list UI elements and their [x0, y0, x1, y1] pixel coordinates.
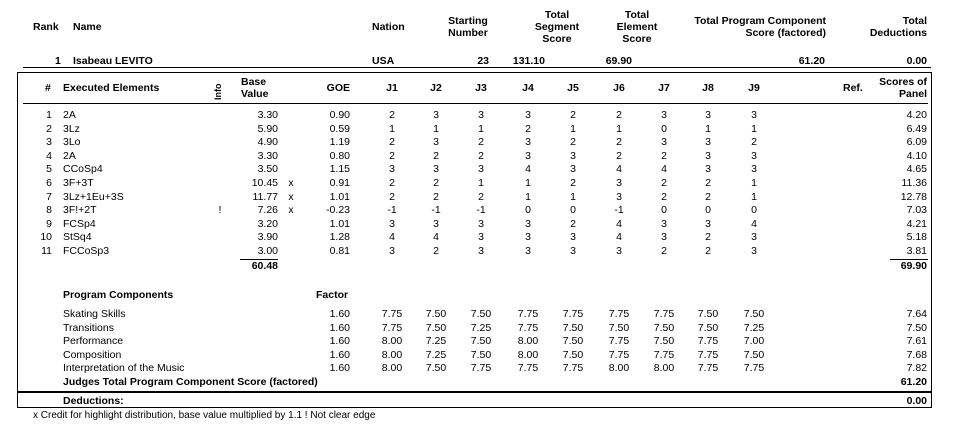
- element-name: 3F!+2T: [63, 204, 97, 217]
- component-judge-3-score: 7.75: [470, 362, 492, 375]
- skater-total-element-score: 69.90: [605, 55, 632, 67]
- element-base-value: 3.50: [257, 163, 278, 176]
- element-judge-7-score: 0: [661, 204, 667, 217]
- element-name: 3F+3T: [63, 177, 94, 189]
- base-value-header-2: Value: [241, 88, 269, 100]
- component-judge-3-score: 7.50: [470, 348, 492, 361]
- element-judge-2-score: 2: [433, 245, 439, 257]
- component-judge-1-score: 8.00: [381, 362, 403, 375]
- element-judge-2-score: 2: [433, 149, 439, 162]
- element-base-value: 10.45: [251, 177, 278, 189]
- element-judge-5-score: 0: [570, 204, 576, 217]
- tpc-header-2: Score (factored): [745, 27, 826, 39]
- element-judge-5-score: 3: [570, 163, 576, 176]
- element-judge-6-score: 4: [616, 217, 622, 230]
- element-goe: 1.15: [329, 163, 350, 176]
- element-judge-4-score: 4: [525, 163, 531, 176]
- element-judge-9-score: 3: [751, 245, 757, 257]
- element-judge-1-score: 2: [389, 190, 395, 203]
- element-number: 7: [46, 190, 52, 203]
- element-name: StSq4: [63, 231, 92, 244]
- component-panel-score: 7.61: [906, 335, 927, 348]
- judge-header-4: J4: [522, 82, 534, 94]
- component-panel-score: 7.50: [906, 321, 927, 334]
- element-judge-3-score: 2: [478, 136, 484, 149]
- element-judge-3-score: 1: [478, 122, 484, 135]
- element-judge-6-score: 4: [616, 231, 622, 244]
- skater-nation: USA: [372, 55, 395, 67]
- deductions-box: [17, 392, 932, 408]
- component-judge-1-score: 8.00: [381, 348, 403, 361]
- element-judge-7-score: 3: [661, 136, 667, 149]
- element-judge-8-score: 3: [705, 163, 711, 176]
- element-judge-8-score: 3: [705, 217, 711, 230]
- component-judge-4-score: 8.00: [517, 348, 539, 361]
- scores-of-panel-header-1: Scores of: [879, 76, 927, 88]
- component-judge-9-score: 7.75: [743, 362, 765, 375]
- element-judge-4-score: 3: [525, 149, 531, 162]
- elements-total-score: 69.90: [900, 260, 927, 272]
- element-judge-4-score: 3: [525, 245, 531, 257]
- component-factor: 1.60: [329, 308, 350, 320]
- scores-of-panel-header-2: Panel: [898, 88, 927, 100]
- name-header: Name: [73, 21, 102, 33]
- components-total: 61.20: [900, 376, 927, 388]
- element-base-value: 7.26: [257, 204, 278, 217]
- element-panel-score: 12.78: [900, 190, 927, 203]
- element-base-value: 11.77: [252, 190, 278, 203]
- component-judge-9-score: 7.50: [743, 348, 765, 361]
- element-judge-7-score: 4: [661, 163, 667, 176]
- element-judge-9-score: 1: [751, 122, 757, 135]
- element-bonus-mark: x: [288, 204, 294, 217]
- component-judge-7-score: 7.50: [653, 335, 675, 348]
- element-judge-7-score: 2: [661, 149, 667, 162]
- element-judge-1-score: 3: [389, 217, 395, 230]
- element-judge-8-score: 1: [705, 122, 711, 135]
- deductions-value: 0.00: [906, 395, 927, 407]
- element-judge-6-score: 2: [616, 136, 622, 149]
- element-panel-score: 4.21: [906, 217, 927, 230]
- component-judge-2-score: 7.50: [425, 308, 447, 320]
- component-panel-score: 7.64: [906, 308, 927, 320]
- element-judge-1-score: 2: [389, 109, 395, 121]
- element-judge-5-score: 1: [570, 190, 576, 203]
- component-judge-4-score: 8.00: [517, 335, 539, 348]
- element-judge-6-score: 3: [616, 177, 622, 189]
- component-judge-5-score: 7.75: [562, 362, 584, 375]
- element-judge-8-score: 2: [705, 177, 711, 189]
- element-number: 3: [46, 136, 52, 149]
- element-number: 10: [40, 231, 52, 244]
- component-judge-8-score: 7.50: [697, 321, 719, 334]
- judge-header-9: J9: [748, 82, 760, 94]
- element-number: 11: [41, 245, 52, 257]
- component-judge-5-score: 7.50: [562, 321, 584, 334]
- element-judge-8-score: 2: [705, 231, 711, 244]
- component-panel-score: 7.68: [906, 348, 927, 361]
- element-name: FCCoSp3: [63, 245, 110, 257]
- tes-header-1: Total: [624, 9, 650, 21]
- element-judge-4-score: 1: [525, 177, 531, 189]
- component-judge-2-score: 7.25: [425, 335, 447, 348]
- element-number: 9: [46, 217, 52, 230]
- element-judge-2-score: 3: [433, 136, 439, 149]
- element-judge-5-score: 2: [570, 109, 576, 121]
- element-judge-8-score: 3: [705, 109, 711, 121]
- skater-rank: 1: [55, 55, 61, 67]
- skater-line-underline: [23, 67, 931, 68]
- element-judge-5-score: 2: [570, 177, 576, 189]
- info-header: Info: [213, 83, 223, 100]
- element-judge-9-score: 4: [751, 217, 757, 230]
- footnote: x Credit for highlight distribution, base value multiplied by 1.1 ! Not clear edge: [33, 410, 376, 421]
- element-judge-2-score: 4: [433, 231, 439, 244]
- element-judge-7-score: 2: [661, 245, 667, 257]
- tss-header-2: Segment: [534, 21, 580, 33]
- element-number: 1: [46, 109, 52, 121]
- element-info: !: [218, 204, 222, 217]
- skater-total-deductions: 0.00: [906, 55, 927, 67]
- elements-header-underline: [23, 103, 928, 104]
- element-panel-score: 6.09: [906, 136, 927, 149]
- element-judge-2-score: 3: [433, 163, 439, 176]
- component-judge-7-score: 7.75: [653, 348, 675, 361]
- element-judge-3-score: 3: [478, 163, 484, 176]
- element-judge-9-score: 3: [751, 163, 757, 176]
- element-judge-1-score: 4: [389, 231, 395, 244]
- ref-header: Ref.: [843, 82, 863, 94]
- element-judge-1-score: 3: [389, 163, 395, 176]
- element-panel-score: 7.03: [906, 204, 927, 217]
- element-name: 3Lo: [63, 136, 81, 149]
- element-base-value: 3.30: [257, 149, 278, 162]
- element-number: 4: [46, 149, 52, 162]
- element-judge-6-score: -1: [614, 204, 624, 217]
- judge-header-2: J2: [430, 82, 442, 94]
- component-judge-4-score: 7.75: [517, 321, 539, 334]
- component-judge-2-score: 7.50: [425, 321, 447, 334]
- component-judge-1-score: 7.75: [381, 308, 403, 320]
- component-factor: 1.60: [329, 348, 350, 361]
- element-judge-4-score: 1: [525, 190, 531, 203]
- element-judge-1-score: 3: [389, 245, 395, 257]
- element-judge-9-score: 1: [751, 177, 757, 189]
- component-judge-6-score: 7.75: [608, 308, 630, 320]
- component-judge-8-score: 7.75: [697, 335, 719, 348]
- element-judge-4-score: 0: [525, 204, 531, 217]
- element-base-value: 3.90: [257, 231, 278, 244]
- element-judge-7-score: 2: [661, 177, 667, 189]
- skater-starting-number: 23: [477, 55, 489, 67]
- judge-header-3: J3: [475, 82, 487, 94]
- element-panel-score: 4.65: [906, 163, 927, 176]
- element-judge-5-score: 2: [570, 217, 576, 230]
- component-name: Interpretation of the Music: [63, 362, 185, 375]
- component-judge-6-score: 7.75: [608, 348, 630, 361]
- element-name: 2A: [63, 149, 76, 162]
- element-judge-8-score: 2: [705, 245, 711, 257]
- element-num-header: #: [45, 82, 51, 94]
- component-judge-9-score: 7.25: [743, 321, 765, 334]
- component-judge-5-score: 7.50: [562, 348, 584, 361]
- element-judge-5-score: 1: [570, 122, 576, 135]
- element-judge-9-score: 3: [751, 149, 757, 162]
- element-judge-2-score: 3: [433, 109, 439, 121]
- program-components-title: Program Components: [63, 289, 174, 301]
- starting-number-header-2: Number: [448, 27, 488, 39]
- component-judge-3-score: 7.25: [470, 321, 492, 334]
- component-judge-7-score: 7.75: [653, 308, 675, 320]
- component-judge-7-score: 8.00: [653, 362, 675, 375]
- tpc-header-1: Total Program Component: [694, 15, 826, 27]
- element-judge-7-score: 3: [661, 217, 667, 230]
- component-factor: 1.60: [329, 362, 350, 375]
- component-judge-1-score: 8.00: [381, 335, 403, 348]
- element-number: 6: [46, 177, 52, 189]
- element-judge-6-score: 1: [616, 122, 622, 135]
- component-judge-4-score: 7.75: [517, 362, 539, 375]
- element-panel-score: 6.49: [906, 122, 927, 135]
- component-judge-1-score: 7.75: [381, 321, 403, 334]
- element-bonus-mark: x: [288, 177, 294, 189]
- component-judge-6-score: 8.00: [608, 362, 630, 375]
- element-goe: 1.01: [329, 217, 350, 230]
- component-name: Skating Skills: [63, 308, 126, 320]
- deductions-header-2: Deductions: [869, 27, 927, 39]
- element-judge-6-score: 2: [616, 109, 622, 121]
- element-number: 2: [46, 122, 52, 135]
- component-judge-5-score: 7.50: [562, 335, 584, 348]
- element-judge-6-score: 2: [616, 149, 622, 162]
- element-goe: 0.81: [329, 245, 350, 257]
- judge-header-6: J6: [613, 82, 625, 94]
- component-name: Composition: [63, 348, 122, 361]
- element-judge-3-score: 3: [478, 231, 484, 244]
- element-judge-5-score: 3: [570, 231, 576, 244]
- element-panel-score: 4.10: [906, 149, 927, 162]
- element-name: FCSp4: [63, 217, 96, 230]
- element-panel-score: 5.18: [906, 231, 927, 244]
- rank-header: Rank: [33, 21, 59, 33]
- element-goe: 0.59: [329, 122, 350, 135]
- element-judge-4-score: 3: [525, 136, 531, 149]
- starting-number-header-1: Starting: [448, 15, 488, 27]
- component-judge-6-score: 7.75: [608, 335, 630, 348]
- element-judge-5-score: 2: [570, 136, 576, 149]
- element-base-value: 3.00: [257, 245, 278, 257]
- tes-header-3: Score: [622, 33, 652, 45]
- component-judge-3-score: 7.50: [470, 335, 492, 348]
- element-number: 5: [46, 163, 52, 176]
- component-judge-9-score: 7.00: [743, 335, 765, 348]
- component-judge-4-score: 7.75: [517, 308, 539, 320]
- component-judge-2-score: 7.25: [425, 348, 447, 361]
- element-judge-6-score: 3: [616, 190, 622, 203]
- element-base-value: 3.30: [257, 109, 278, 121]
- tes-header-2: Element: [616, 21, 658, 33]
- element-judge-7-score: 3: [661, 109, 667, 121]
- elements-total-base: 60.48: [251, 260, 278, 272]
- element-judge-9-score: 2: [751, 136, 757, 149]
- base-value-header-1: Base: [241, 76, 267, 88]
- element-goe: 1.28: [329, 231, 350, 244]
- element-judge-1-score: 2: [389, 149, 395, 162]
- element-judge-7-score: 2: [661, 190, 667, 203]
- element-judge-5-score: 3: [570, 149, 576, 162]
- element-judge-4-score: 2: [525, 122, 531, 135]
- element-judge-8-score: 0: [705, 204, 711, 217]
- element-judge-4-score: 3: [525, 109, 531, 121]
- element-judge-4-score: 3: [525, 217, 531, 230]
- element-judge-6-score: 3: [616, 245, 622, 257]
- element-judge-9-score: 1: [751, 190, 757, 203]
- judge-header-7: J7: [658, 82, 670, 94]
- element-judge-1-score: 2: [389, 177, 395, 189]
- element-base-value: 4.90: [257, 136, 278, 149]
- element-judge-3-score: 3: [478, 109, 484, 121]
- deductions-header-1: Total: [902, 15, 927, 27]
- component-judge-8-score: 7.75: [697, 348, 719, 361]
- element-judge-4-score: 3: [525, 231, 531, 244]
- element-panel-score: 3.81: [906, 245, 927, 257]
- element-base-value: 3.20: [257, 217, 278, 230]
- element-name: 3Lz: [63, 122, 80, 135]
- element-base-value: 5.90: [257, 122, 278, 135]
- element-name: 2A: [63, 109, 76, 121]
- component-judge-9-score: 7.50: [743, 308, 765, 320]
- element-judge-2-score: 2: [433, 177, 439, 189]
- element-judge-9-score: 0: [751, 204, 757, 217]
- element-judge-8-score: 3: [705, 149, 711, 162]
- component-judge-8-score: 7.75: [697, 362, 719, 375]
- element-judge-8-score: 2: [705, 190, 711, 203]
- components-total-label: Judges Total Program Component Score (factored): [63, 376, 318, 388]
- component-judge-7-score: 7.50: [653, 321, 675, 334]
- element-goe: 0.90: [329, 109, 350, 121]
- element-number: 8: [46, 204, 52, 217]
- component-judge-5-score: 7.75: [562, 308, 584, 320]
- element-judge-1-score: 1: [389, 122, 395, 135]
- component-judge-2-score: 7.50: [425, 362, 447, 375]
- element-judge-5-score: 3: [570, 245, 576, 257]
- element-name: 3Lz+1Eu+3S: [63, 190, 124, 203]
- goe-header: GOE: [326, 82, 350, 94]
- judge-header-8: J8: [702, 82, 714, 94]
- element-judge-2-score: 3: [433, 217, 439, 230]
- element-goe: 0.91: [329, 177, 350, 189]
- factor-header: Factor: [316, 289, 349, 301]
- element-panel-score: 11.36: [901, 177, 927, 189]
- element-judge-7-score: 0: [661, 122, 667, 135]
- element-judge-1-score: -1: [387, 204, 397, 217]
- tss-header-3: Score: [542, 33, 572, 45]
- component-factor: 1.60: [329, 321, 350, 334]
- component-panel-score: 7.82: [906, 362, 927, 375]
- element-goe: 1.01: [329, 190, 350, 203]
- deductions-label: Deductions:: [63, 395, 124, 407]
- component-name: Transitions: [63, 321, 114, 334]
- judge-header-5: J5: [567, 82, 579, 94]
- component-judge-8-score: 7.50: [697, 308, 719, 320]
- element-name: CCoSp4: [63, 163, 103, 176]
- element-judge-2-score: -1: [431, 204, 441, 217]
- judge-header-1: J1: [386, 82, 398, 94]
- element-judge-3-score: 3: [478, 217, 484, 230]
- element-judge-2-score: 1: [433, 122, 439, 135]
- element-goe: 1.19: [329, 136, 350, 149]
- skater-total-segment-score: 131.10: [512, 55, 545, 67]
- element-judge-9-score: 3: [751, 231, 757, 244]
- element-goe: -0.23: [326, 204, 350, 217]
- element-judge-3-score: 2: [478, 149, 484, 162]
- element-judge-3-score: 3: [478, 245, 484, 257]
- element-judge-7-score: 3: [661, 231, 667, 244]
- skater-total-pcs: 61.20: [798, 55, 825, 67]
- element-judge-3-score: -1: [476, 204, 486, 217]
- component-judge-6-score: 7.50: [608, 321, 630, 334]
- element-judge-1-score: 2: [389, 136, 395, 149]
- element-goe: 0.80: [329, 149, 350, 162]
- element-bonus-mark: x: [288, 190, 294, 203]
- element-judge-2-score: 2: [433, 190, 439, 203]
- component-name: Performance: [63, 335, 124, 348]
- element-judge-3-score: 1: [478, 177, 484, 189]
- component-judge-3-score: 7.50: [470, 308, 492, 320]
- element-judge-9-score: 3: [751, 109, 757, 121]
- component-factor: 1.60: [329, 335, 350, 348]
- element-judge-3-score: 2: [478, 190, 484, 203]
- tss-header-1: Total: [544, 9, 570, 21]
- element-panel-score: 4.20: [906, 109, 927, 121]
- element-judge-8-score: 3: [705, 136, 711, 149]
- skater-name: Isabeau LEVITO: [73, 55, 153, 67]
- executed-elements-header: Executed Elements: [63, 82, 160, 94]
- element-judge-6-score: 4: [616, 163, 622, 176]
- nation-header: Nation: [372, 21, 405, 33]
